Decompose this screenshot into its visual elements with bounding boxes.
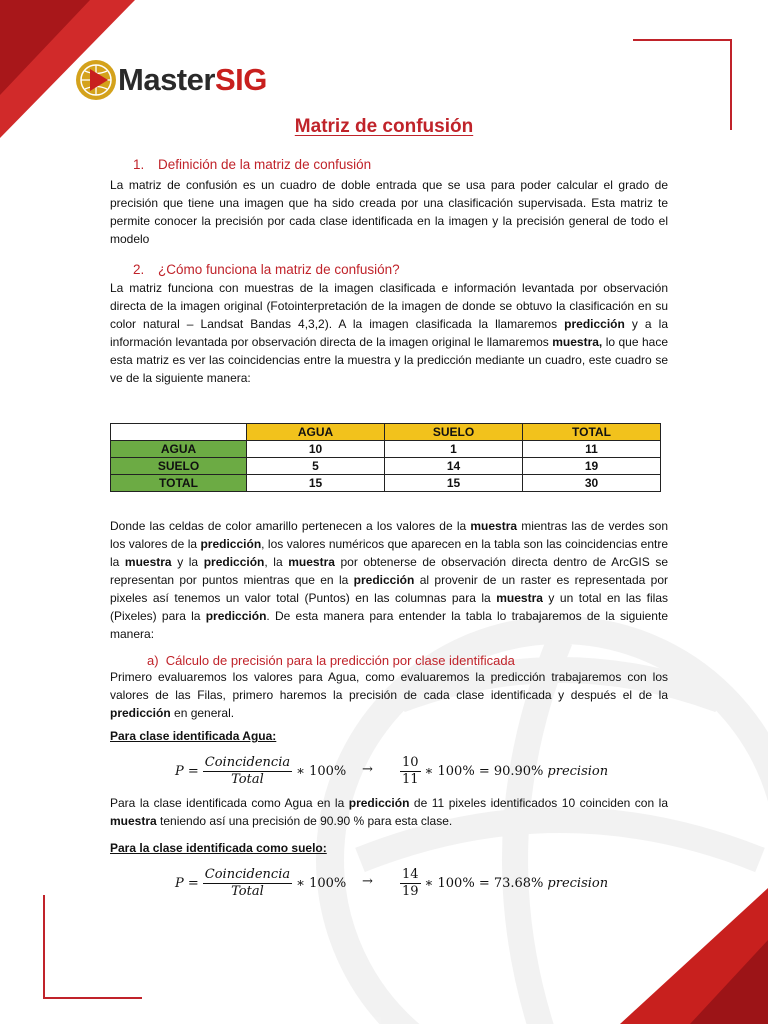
header-cell-agua: AGUA	[247, 424, 385, 441]
confusion-matrix-table	[110, 423, 661, 492]
arrow-icon: →	[362, 762, 373, 777]
table-explanation: Donde las celdas de color amarillo pertenecen a los valores de la muestra mientras las de verdes son los valores de la predicción, los valores numéricos que aparecen en la tabla son las coincidencias entre la muestra y la predicción, la muestra por obtenerse de observación directa dentro de ArcGIS se representan por puntos mientras que en la predicción al provenir de un raster es representada por pixeles así tenemos un valor total (Puntos) en las columnas para la muestra y un total en las filas (Pixeles) para la predicción. De esta manera para entender la tabla lo trabajaremos de la siguiente manera:	[110, 519, 669, 641]
table-cell: 15	[247, 475, 385, 492]
suelo-equation: P = $\frac{\text{Coincidencia}}{\text{Total}}$ ∗ 100% → $\frac{14}{19}$ ∗ 100% = 73.68% precision	[175, 866, 609, 899]
section-1-body: La matriz de confusión es un cuadro de doble entrada que se usa para poder calcular el grado de precisión que tiene una imagen que ha sido creada por una clasificación supervisada. Esta matriz te permite conocer la precisión por cada clase identificada en la imagen y la precisión general de todo el modelo	[110, 178, 668, 246]
arrow-icon: →	[362, 874, 373, 889]
table-row	[111, 441, 661, 458]
section-1-heading: 1. Definición de la matriz de confusión	[133, 157, 372, 172]
section-2-heading: 2. ¿Cómo funciona la matriz de confusión?	[133, 262, 400, 277]
brand-name: MasterSIG	[118, 62, 267, 97]
row-label-total: TOTAL	[111, 475, 247, 492]
header-cell-suelo: SUELO	[385, 424, 523, 441]
header-cell-total: TOTAL	[523, 424, 661, 441]
table-cell: 19	[523, 458, 661, 475]
table-cell: 15	[385, 475, 523, 492]
row-label-agua: AGUA	[111, 441, 247, 458]
page-title: Matriz de confusión	[294, 116, 474, 137]
suelo-heading: Para la clase identificada como suelo:	[110, 841, 327, 855]
table-header-row	[111, 424, 661, 441]
table-cell: 10	[247, 441, 385, 458]
table-corner-cell	[111, 424, 247, 441]
table-cell: 5	[247, 458, 385, 475]
agua-equation: P = $\frac{\text{Coincidencia}}{\text{Total}}$ ∗ 100% → $\frac{10}{11}$ ∗ 100% = 90.90% precision	[175, 754, 609, 787]
section-2-body: La matriz funciona con muestras de la imagen clasificada e información levantada por observación directa de la imagen original (Fotointerpretación de la imagen de donde se obtuvo la clasificación en su color natural – Landsat Bandas 4,3,2). A la imagen clasificada la llamaremos predicción y a la información levantada por observación directa de la imagen original le llamaremos muestra, lo que hace esta matriz es ver las coincidencias entre la muestra y la predicción mediante un cuadro, este cuadro se ve de la siguiente manera:	[110, 281, 668, 385]
table-cell: 1	[385, 441, 523, 458]
table-cell: 14	[385, 458, 523, 475]
table-cell: 11	[523, 441, 661, 458]
agua-explanation: Para la clase identificada como Agua en la predicción de 11 pixeles identificados 10 coinciden con la muestra teniendo así una precisión de 90.90 % para esta clase.	[110, 796, 668, 828]
subsection-heading: a) Cálculo de precisión para la predicción por clase identificada	[147, 653, 515, 668]
table-row	[111, 475, 661, 492]
table-cell: 30	[523, 475, 661, 492]
row-label-suelo: SUELO	[111, 458, 247, 475]
agua-heading: Para clase identificada Agua:	[110, 729, 277, 743]
subsection-body: Primero evaluaremos los valores para Agua, como evaluaremos la predicción trabajaremos con los valores de las Filas, primero haremos la precisión de cada clase identificada y después el de la predicción en general.	[110, 670, 668, 720]
table-row	[111, 458, 661, 475]
